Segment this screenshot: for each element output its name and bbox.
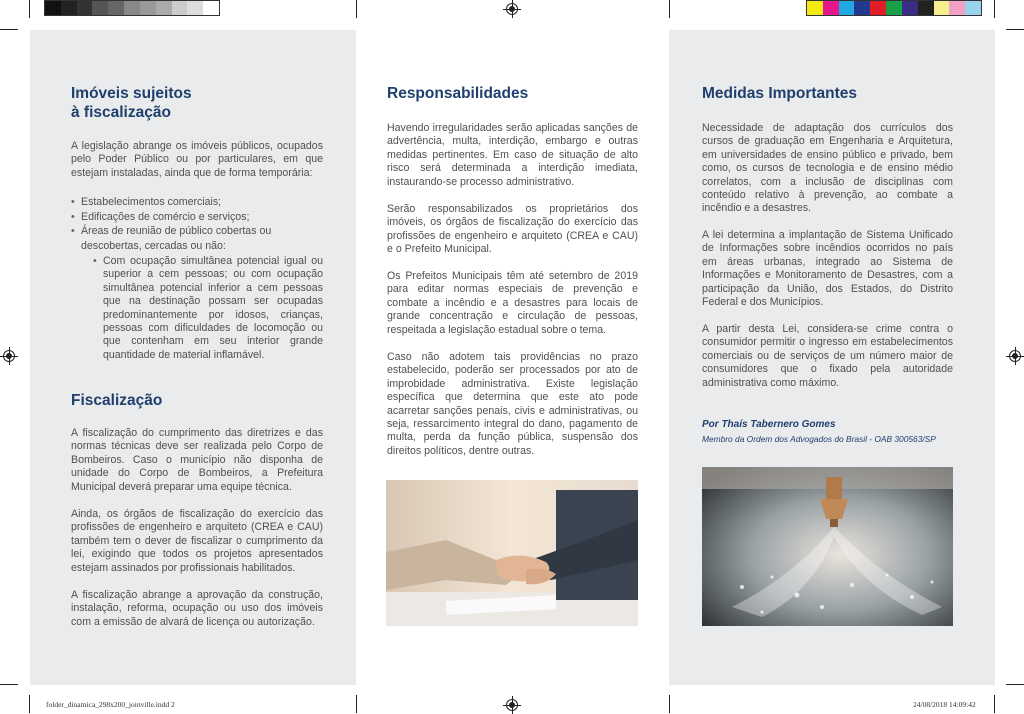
crop-mark [1006,684,1024,685]
author-role: Membro da Ordem dos Advogados do Brasil - OAB 300563/SP [702,434,936,444]
medidas-paragraph-3: A partir desta Lei, considera-se crime contra o consumidor permitir o ingresso em estabelecimentos comerciais ou de serviços de um número maior de consumidores que o fixado pela autoridade administrativa como máximo. [702,323,953,389]
section-title-responsabilidades: Responsabilidades [387,85,529,102]
cmyk-color-bar [806,0,982,16]
crop-mark [356,695,357,713]
responsabilidades-paragraph-4: Caso não adotem tais providências no prazo estabelecido, poderão ser processados por ato de improbidade administrativa. Existe legislação específica que determina que este ato pode acarretar sanções penais, civis e administrativas, ou seja, ressarcimento integral do dano, pagamento de multa, perda da função pública, suspensão dos direitos políticos, dentre outras. [387,351,638,457]
registration-mark-icon [3,350,15,362]
building-list [71,195,323,362]
crop-mark [994,0,995,18]
crop-mark [0,29,18,30]
medidas-paragraph-2: A lei determina a implantação de Sistema Unificado de Informações sobre incêndios ocorridos no país em áreas urbanas, integrado ao Sistema de Informações e Monitoramento de Desastres, com a participação da União, dos Estados, do Distrito Federal e dos Municípios. [702,229,953,309]
list-item: • Áreas de reunião de público cobertas ou descobertas, cercadas ou não: • Com ocupação simultânea potencial igual ou superior a cem pessoas; ou com ocupação simultânea potencial inferior a cem pessoas que na destinação possam ser ocupadas predominantemente por idosos, crianças, pessoas com dificuldades de locomoção ou que contenham em seu interior grande quantidade de material inflamável. [71,224,323,362]
author-name: Por Thaís Tabernero Gomes [702,419,836,430]
sub-list-item: • Com ocupação simultânea potencial igual ou superior a cem pessoas; ou com ocupação simultânea potencial inferior a cem pessoas que na destinação possam ser ocupadas predominantemente por idosos, crianças, pessoas com dificuldades de locomoção ou que contenham em seu interior grande quantidade de material inflamável. [93,255,323,362]
registration-mark-icon [506,699,518,711]
list-item: • Estabelecimentos comerciais; [71,195,323,210]
date-slug: 24/08/2018 14:09:42 [913,700,976,709]
crop-mark [669,0,670,18]
fiscalizacao-paragraph-1: A fiscalização do cumprimento das diretrizes e das normas técnicas deve ser realizada pelo Corpo de Bombeiros. Caso o município não disponha de unidade do Corpo de Bombeiros, a Prefeitura Municipal deverá preparar uma equipe técnica. [71,427,323,493]
handshake-photo [386,480,638,626]
crop-mark [356,0,357,18]
sub-list [93,255,323,362]
section-title-imoveis: Imóveis sujeitos à fiscalização [71,85,192,121]
crop-mark [1006,29,1024,30]
crop-mark [994,695,995,713]
fiscalizacao-paragraph-2: Ainda, os órgãos de fiscalização do exercício das profissões de engenheiro e arquiteto (CREA e CAU) também tem o dever de fiscalizar o cumprimento da lei, exigindo que todos os projetos apresentados estejam assinados por profissionais habilitados. [71,508,323,574]
crop-mark [29,0,30,18]
sprinkler-photo [702,467,953,626]
section-title-fiscalizacao: Fiscalização [71,392,163,409]
responsabilidades-paragraph-2: Serão responsabilizados os proprietários dos imóveis, os órgãos de fiscalização do exercício das profissões de engenheiro e arquiteto (CREA e CAU) e o Prefeito Municipal. [387,203,638,256]
intro-paragraph: A legislação abrange os imóveis públicos, ocupados pelo Poder Público ou por particulares, em que estejam instaladas, ainda que de forma temporária: [71,140,323,179]
crop-mark [669,695,670,713]
registration-mark-icon [1009,350,1021,362]
medidas-paragraph-1: Necessidade de adaptação dos currículos dos cursos de graduação em Engenharia e Arquitetura, em universidades de ensino público e privado, bem como, os cursos de tecnologia e de ensino médio correlatos, com a inclusão de disciplinas com conteúdo relativo à prevenção, ao combate a incêndio e a desastres. [702,122,953,215]
responsabilidades-paragraph-1: Havendo irregularidades serão aplicadas sanções de advertência, multa, interdição, embargo e outras medidas pertinentes. Em caso de situação de alto risco será determinada a interdição imediata, instaurando-se processo administrativo. [387,122,638,188]
crop-mark [29,695,30,713]
fiscalizacao-paragraph-3: A fiscalização abrange a aprovação da construção, instalação, reforma, ocupação ou uso dos imóveis com a emissão de alvará de licença ou autorização. [71,589,323,628]
registration-mark-icon [506,3,518,15]
file-slug: folder_dinamica_298x200_joinville.indd 2 [46,700,175,709]
section-title-medidas: Medidas Importantes [702,85,858,102]
grayscale-color-bar [44,0,220,16]
crop-mark [0,684,18,685]
responsabilidades-paragraph-3: Os Prefeitos Municipais têm até setembro de 2019 para editar normas especiais de prevenção e combate a incêndio e a desastres para locais de grande concentração e circulação de pessoas, respeitada a legislação estadual sobre o tema. [387,270,638,336]
list-item: • Edificações de comércio e serviços; [71,210,323,225]
author-credit [702,419,936,444]
